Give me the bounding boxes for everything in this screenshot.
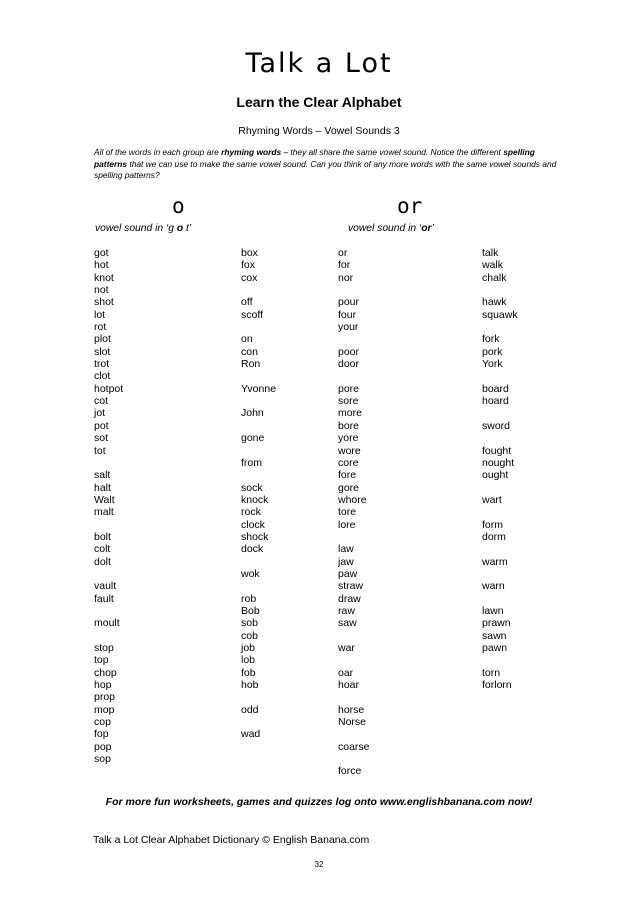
word-item: shock [241,530,269,543]
word-item: warm [482,555,508,568]
word-item: form [482,518,503,531]
word-item: pot [94,419,109,432]
word-item: core [338,456,359,469]
word-spacer [482,370,518,382]
word-item: colt [94,543,111,556]
word-item: cot [94,395,109,408]
word-item: malt [94,506,114,519]
page-subtitle: Learn the Clear Alphabet [236,94,402,110]
section-heading: Rhyming Words – Vowel Sounds 3 [238,125,400,137]
word-item: hot [94,259,109,272]
word-spacer [338,753,370,765]
word-item: shot [94,296,114,309]
word-item: odd [241,703,259,716]
word-item: Ron [241,358,261,371]
word-item: or [338,247,348,259]
word-item: from [241,456,262,469]
word-item: hawk [482,296,507,309]
word-item: scoff [241,308,263,321]
page-title: Talk a Lot [245,48,393,79]
word-spacer [241,556,276,568]
word-item: on [241,333,253,346]
word-item: hop [94,679,112,692]
word-item: your [338,321,359,334]
word-spacer [482,654,518,666]
word-spacer [338,531,370,543]
word-spacer [338,654,370,666]
word-spacer [338,370,370,382]
intro-text-1: All of the words in each group are [94,147,222,157]
word-spacer [241,420,276,432]
word-item: knock [241,493,269,506]
word-spacer [94,457,123,469]
word-item: yore [338,432,359,445]
word-spacer [338,728,370,740]
word-item: lot [94,308,106,321]
word-item: forlorn [482,679,512,692]
word-item: straw [338,580,364,593]
word-item: torn [482,666,501,679]
word-spacer [482,432,518,444]
word-item: talk [482,247,499,259]
word-item: job [241,642,256,654]
word-column-1 [94,247,123,765]
word-spacer [94,519,123,531]
word-item: vault [94,580,117,593]
word-item: wart [482,493,502,506]
word-item: got [94,247,109,259]
sound-description-prefix: vowel sound in ‘g [95,223,177,234]
sound-description-suffix: t’ [183,223,192,234]
word-item: dorm [482,530,506,543]
intro-text-2: – they all share the same vowel sound. Notice the different [281,147,504,157]
word-item: walk [482,259,504,272]
word-item: four [338,308,357,321]
word-item: paw [338,567,358,580]
word-item: bolt [94,530,111,543]
word-item: coarse [338,740,370,753]
word-item: war [338,642,355,654]
word-spacer [241,370,276,382]
credit-text: Talk a Lot Clear Alphabet Dictionary © English Banana.com [93,834,370,846]
word-item: cox [241,271,258,284]
word-column-3 [338,247,370,778]
sound-description-bold: or [421,223,432,234]
sound-description-o [95,223,191,234]
word-item: tot [94,444,106,457]
word-item: nor [338,271,354,284]
word-item: con [241,345,258,358]
sound-symbol-or: or [397,194,423,218]
word-item: board [482,382,509,395]
word-item: clock [241,518,265,531]
word-item: salt [94,469,111,482]
word-item: wok [241,567,260,580]
word-spacer [241,284,276,296]
word-item: knot [94,271,114,284]
word-item: sawn [482,629,507,642]
word-item: door [338,358,360,371]
word-item: for [338,259,351,272]
word-item: rot [94,321,107,334]
word-item: sword [482,419,511,432]
word-item: Bob [241,604,260,617]
word-item: fore [338,469,357,482]
intro-paragraph [94,147,564,182]
word-item: box [241,247,258,259]
word-item: hob [241,679,259,692]
word-item: wad [241,728,261,741]
word-spacer [482,593,518,605]
word-item: chalk [482,271,507,284]
word-item: Yvonne [241,382,277,395]
word-item: not [94,284,109,297]
word-item: raw [338,604,355,617]
word-item: top [94,654,109,667]
word-item: gore [338,481,360,494]
word-item: pop [94,740,112,753]
intro-bold-2: spelling patterns [94,147,535,169]
word-item: York [482,358,503,371]
word-item: wore [338,444,361,457]
word-item: ought [482,469,509,482]
word-item: sock [241,481,263,494]
word-item: sob [241,617,258,630]
word-item: warn [482,580,505,593]
word-item: dolt [94,555,111,568]
word-item: sot [94,432,109,445]
word-item: off [241,296,253,309]
word-spacer [338,691,370,703]
word-item: hoard [482,395,509,408]
word-column-2 [241,247,276,741]
word-spacer [482,407,518,419]
word-item: jot [94,407,106,420]
word-spacer [482,568,518,580]
word-spacer [241,716,276,728]
word-item: tore [338,506,357,519]
word-item: law [338,543,354,556]
word-spacer [241,691,276,703]
word-spacer [482,506,518,518]
word-item: bore [338,419,360,432]
word-item: stop [94,642,114,654]
word-item: rob [241,592,257,605]
word-spacer [241,469,276,481]
word-item: plot [94,333,111,346]
word-spacer [241,580,276,592]
word-item: draw [338,592,361,605]
promo-text: For more fun worksheets, games and quizzes log onto www.englishbanana.com now! [105,796,533,808]
word-item: lore [338,518,356,531]
word-item: cob [241,629,258,642]
word-item: sore [338,395,359,408]
word-item: mop [94,703,115,716]
word-item: Walt [94,493,115,506]
word-item: lawn [482,604,504,617]
word-item: rock [241,506,261,519]
word-item: trot [94,358,110,371]
word-spacer [94,630,123,642]
word-item: gone [241,432,265,445]
word-item: fop [94,728,109,741]
word-item: hotpot [94,382,124,395]
word-item: force [338,765,362,778]
word-spacer [482,482,518,494]
intro-bold-1: rhyming words [221,147,282,157]
word-item: nought [482,456,515,469]
word-item: slot [94,345,111,358]
word-spacer [94,605,123,617]
word-item: cop [94,716,111,729]
word-item: dock [241,543,264,556]
word-item: pawn [482,642,508,654]
sound-description-or [348,223,434,234]
word-column-4 [482,247,518,691]
sound-symbol-o: o [172,194,185,218]
word-spacer [241,445,276,457]
word-item: prawn [482,617,511,630]
word-item: horse [338,703,365,716]
word-item: pour [338,296,360,309]
word-spacer [338,630,370,642]
page-number: 32 [314,860,324,869]
word-item: pork [482,345,503,358]
word-item: halt [94,481,111,494]
word-item: fork [482,333,500,346]
intro-text-3: that we can use to make the same vowel sound. Can you think of any more words with the same vowel sounds and spelling patterns? [94,158,557,180]
word-item: jaw [338,555,354,568]
word-spacer [338,284,370,296]
word-spacer [241,321,276,333]
word-spacer [482,321,518,333]
sound-description-suffix: ’ [431,223,434,234]
word-item: sop [94,753,111,766]
word-item: whore [338,493,367,506]
word-spacer [482,543,518,555]
word-item: John [241,407,264,420]
word-item: chop [94,666,117,679]
word-item: saw [338,617,357,630]
word-item: moult [94,617,120,630]
word-item: hoar [338,679,360,692]
word-item: pore [338,382,360,395]
word-item: Norse [338,716,367,729]
word-item: fob [241,666,256,679]
word-item: fox [241,259,256,272]
sound-description-bold: o [176,223,184,234]
word-spacer [338,333,370,345]
word-item: more [338,407,362,420]
word-spacer [94,568,123,580]
word-item: prop [94,691,116,704]
word-item: fault [94,592,114,605]
word-item: clot [94,370,111,383]
word-item: poor [338,345,360,358]
word-item: squawk [482,308,518,321]
word-item: lob [241,654,256,667]
word-spacer [482,284,518,296]
word-item: oar [338,666,354,679]
word-spacer [241,395,276,407]
word-item: fought [482,444,512,457]
sound-description-prefix: vowel sound in ‘ [348,223,422,234]
